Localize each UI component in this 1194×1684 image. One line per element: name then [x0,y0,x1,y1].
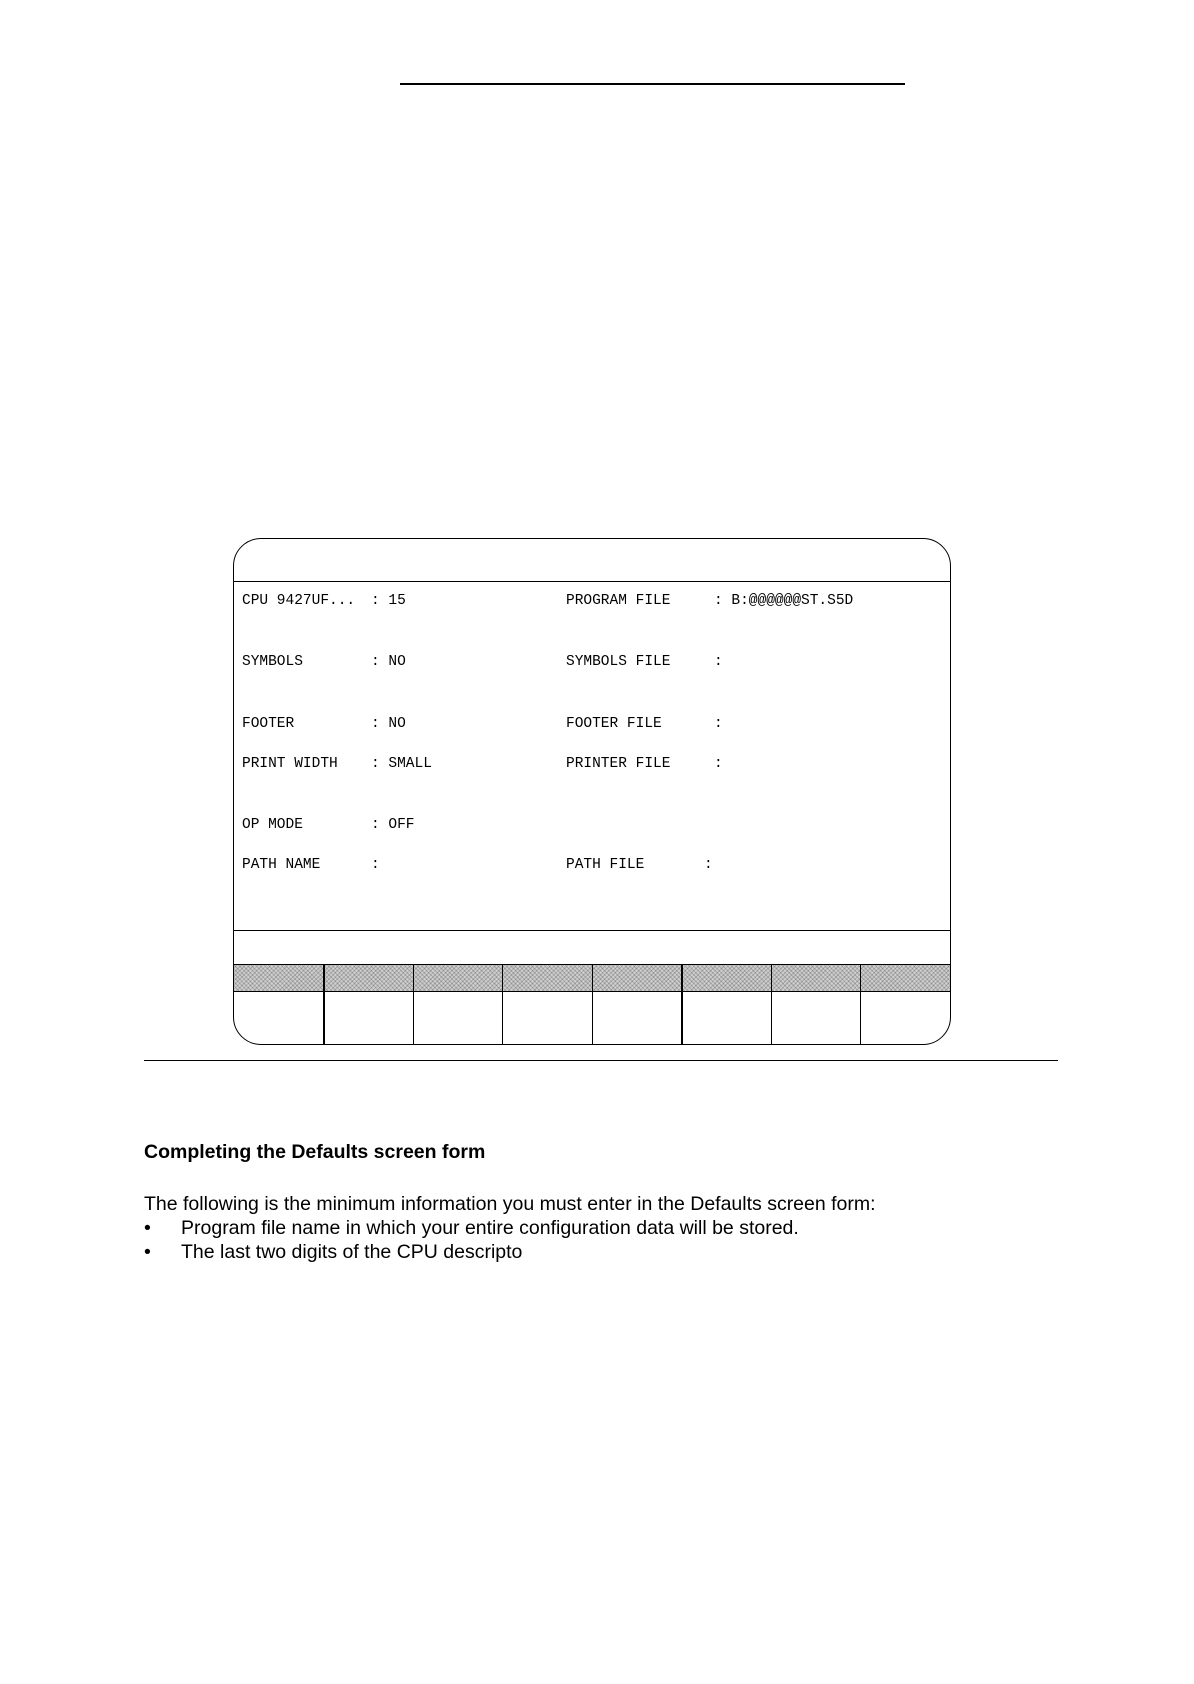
symbols-label: SYMBOLS [242,654,303,670]
softkey-divider [502,964,503,1044]
printer-file-label: PRINTER FILE [566,756,671,772]
path-file-value[interactable]: : [704,857,713,873]
cpu-label: CPU 9427UF... [242,593,356,609]
softkey-divider [771,964,772,1044]
footer-file-value[interactable]: : [714,716,723,732]
bullet-icon: • [144,1217,151,1239]
footer-label: FOOTER [242,716,295,732]
softkey-divider [592,964,593,1044]
softkey-divider [323,964,325,1044]
section-heading: Completing the Defaults screen form [144,1141,486,1163]
figure-bottom-rule [144,1060,1058,1061]
softkey-divider [860,964,861,1044]
softkey-divider [413,964,414,1044]
footer-value[interactable]: : NO [371,716,406,732]
op-mode-label: OP MODE [242,817,303,833]
message-line-divider [234,930,950,931]
top-rule [400,83,905,85]
path-file-label: PATH FILE [566,857,645,873]
print-width-label: PRINT WIDTH [242,756,338,772]
screen-title-bar [234,539,950,582]
list-item-text: The last two digits of the CPU descripto [181,1241,523,1263]
softkey-divider [681,964,683,1044]
list-item-text: Program file name in which your entire configuration data will be stored. [181,1217,799,1239]
list-item [144,1216,799,1240]
symbols-value[interactable]: : NO [371,654,406,670]
path-name-value[interactable]: : [371,857,380,873]
symbols-file-value[interactable]: : [714,654,723,670]
print-width-value[interactable]: : SMALL [371,756,432,772]
footer-file-label: FOOTER FILE [566,716,662,732]
bullet-icon: • [144,1241,151,1263]
softkey-bar [234,964,950,1044]
program-file-value[interactable]: : B:@@@@@@ST.S5D [714,593,854,609]
defaults-screen-form [233,538,951,1045]
list-item [144,1240,799,1264]
program-file-label: PROGRAM FILE [566,593,671,609]
printer-file-value[interactable]: : [714,756,723,772]
op-mode-value[interactable]: : OFF [371,817,415,833]
symbols-file-label: SYMBOLS FILE [566,654,671,670]
section-intro: The following is the minimum information you must enter in the Defaults screen form: [144,1193,876,1215]
requirements-list [144,1216,799,1264]
path-name-label: PATH NAME [242,857,321,873]
cpu-value[interactable]: : 15 [371,593,406,609]
